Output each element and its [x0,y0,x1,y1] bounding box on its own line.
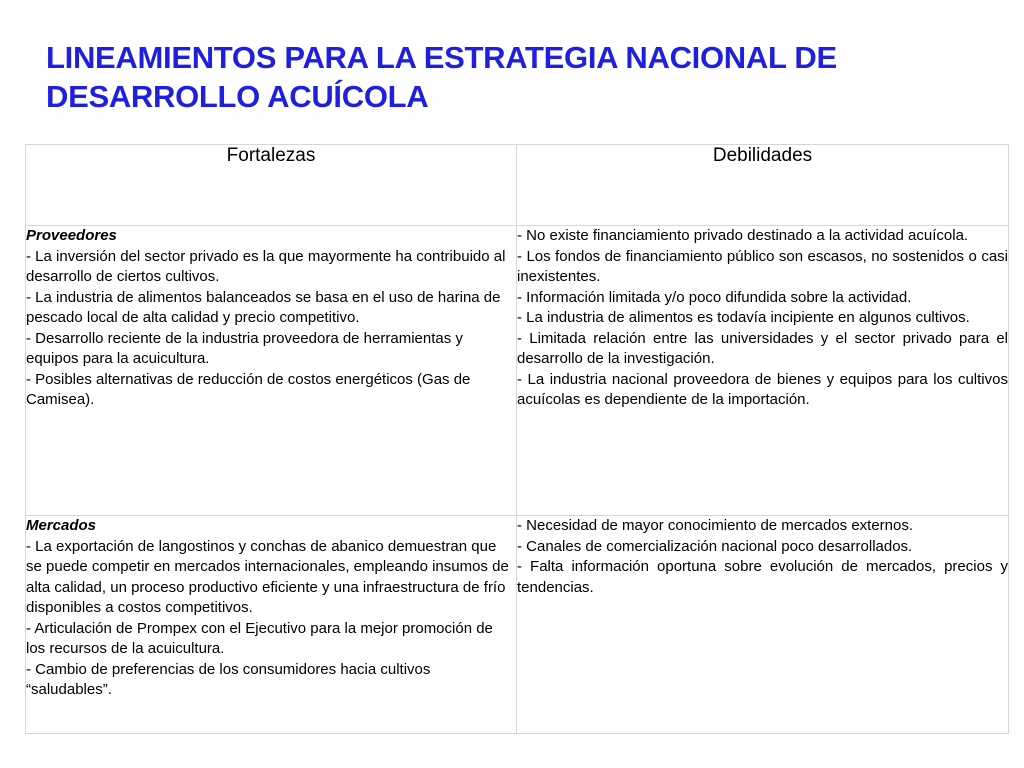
list-item: - Los fondos de financiamiento público son escasos, no sostenidos o casi inexistentes. [517,247,1008,285]
debilidades-mercados-cell [517,516,1009,734]
table-row [26,516,1009,734]
list-item: - Cambio de preferencias de los consumidores hacia cultivos “saludables”. [26,660,431,698]
list-item: - La inversión del sector privado es la que mayormente ha contribuido al desarrollo de ciertos cultivos. [26,247,506,285]
debilidades-proveedores-cell [517,226,1009,516]
list-item: - Necesidad de mayor conocimiento de mercados externos. [517,517,914,534]
list-item: - La industria nacional proveedora de bienes y equipos para los cultivos acuícolas es dependiente de la importación. [517,370,1008,408]
swot-table [25,144,1009,734]
list-item: - La exportación de langostinos y conchas de abanico demuestran que se puede competir en mercados internacionales, empleando insumos de alta calidad, un proceso productivo eficiente y una infraestructura de frío disponibles a costos competitivos. [26,537,509,616]
list-item: - Posibles alternativas de reducción de costos energéticos (Gas de Camisea). [26,370,471,408]
list-item: - Limitada relación entre las universidades y el sector privado para el desarrollo de la investigación. [517,329,1008,367]
section-label-mercados: Mercados [26,517,97,534]
section-label-proveedores: Proveedores [26,227,117,244]
slide-title-line-1: LINEAMIENTOS PARA LA ESTRATEGIA NACIONAL DE [46,40,837,75]
list-item: - Articulación de Prompex con el Ejecutivo para la mejor promoción de los recursos de la acuicultura. [26,619,493,657]
list-item: - Falta información oportuna sobre evolución de mercados, precios y tendencias. [517,558,1008,596]
fortalezas-mercados-cell [26,516,517,734]
header-fortalezas: Fortalezas [26,145,517,226]
list-item: - La industria de alimentos balanceados se basa en el uso de harina de pescado local de alta calidad y precio competitivo. [26,288,501,326]
fortalezas-proveedores-cell [26,226,517,516]
list-item: - Información limitada y/o poco difundida sobre la actividad. [517,288,912,306]
list-item: - Canales de comercialización nacional poco desarrollados. [517,537,913,555]
table-row [26,226,1009,516]
table-header-row [26,145,1009,226]
list-item: - La industria de alimentos es todavía incipiente en algunos cultivos. [517,309,970,326]
slide-title [46,38,996,116]
header-debilidades: Debilidades [517,145,1009,226]
slide-title-line-2: DESARROLLO ACUÍCOLA [46,79,429,114]
list-item: - No existe financiamiento privado destinado a la actividad acuícola. [517,227,969,244]
list-item: - Desarrollo reciente de la industria proveedora de herramientas y equipos para la acuicultura. [26,329,463,367]
